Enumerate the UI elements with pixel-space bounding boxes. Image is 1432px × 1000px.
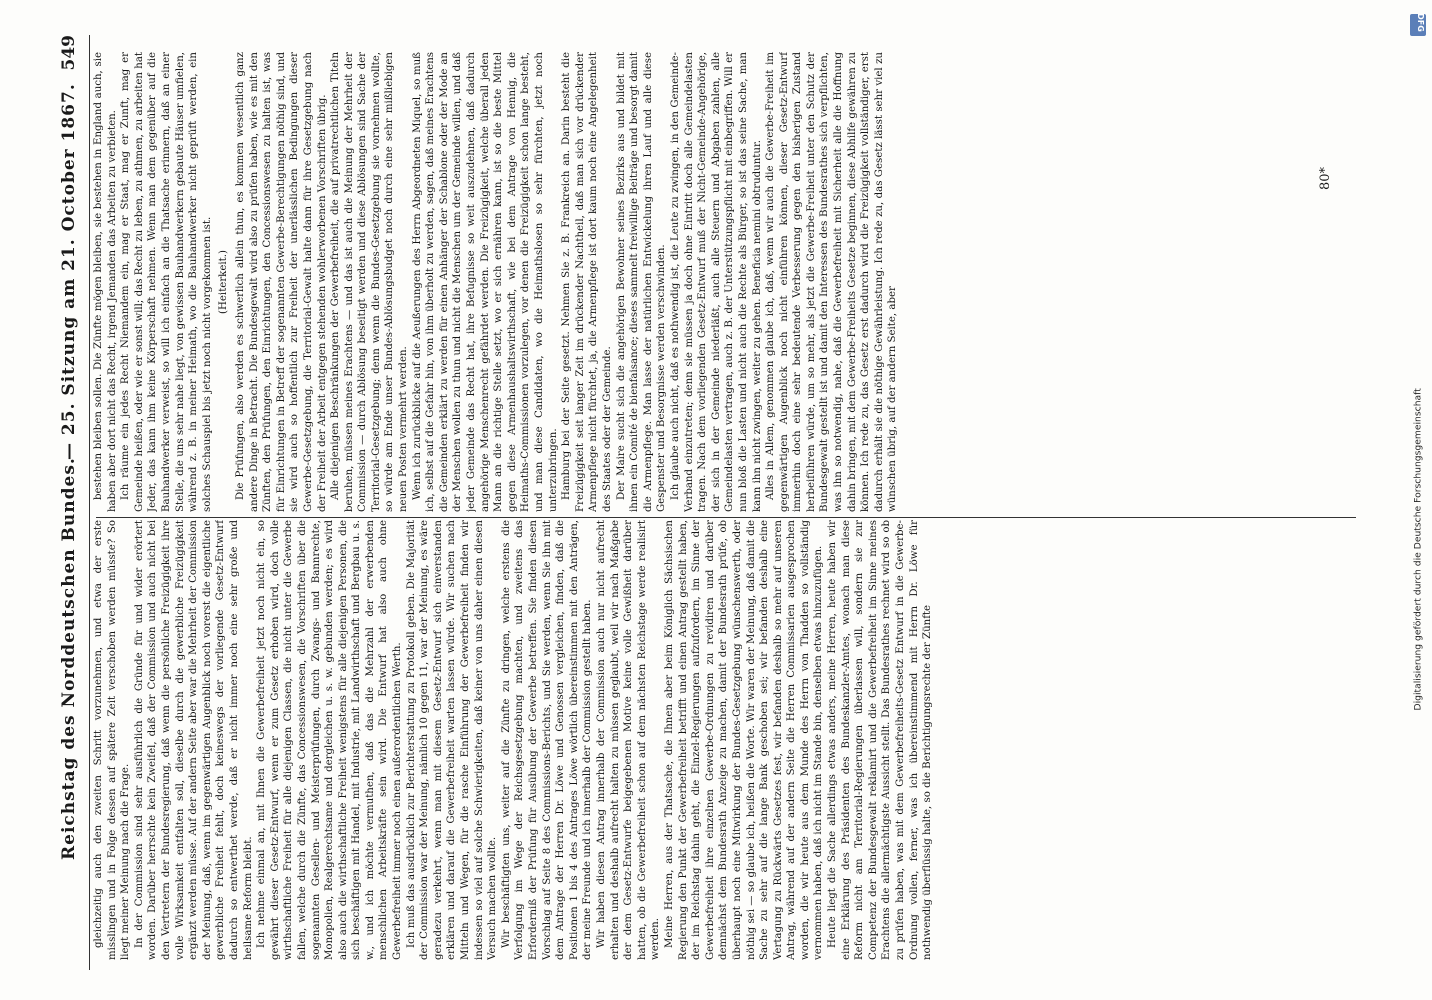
page-number: 549 <box>59 35 79 71</box>
dfg-logo-text: DFG <box>1415 13 1425 32</box>
paragraph: (Heiterkeit.) <box>218 250 230 314</box>
paragraph: Ich nehme einmal an, mit Ihnen die Gewerbefreiheit jetzt noch nicht ein, so gewährt dieser Gesetz-Entwurf, wenn er zum Gesetz erhoben wird, doch volle wirthschaftliche Freiheit für alle diejenigen Classen, die nicht unter die Gewerbe fallen, welche durch die Zünfte, das Concessionswesen, die Vorschriften über die sogenannten Gesellen- und Meisterprüfungen, durch Zwangs- und Bannrechte, Monopolien, Realgerechtsame und dergleichen u. s. w. gebunden werden; es wird also auch die wirthschaftliche Freiheit wenigstens für alle diejenigen Personen, die sich beschäftigen mit Handel, mit Industrie, mit Landwirthschaft und Bergbau u. s. w., und ich möchte vermuthen, daß das die Mehrzahl der erwerbenden menschlichen Arbeitskräfte sein wird. Die Entwurf hat also auch ohne Gewerbefreiheit immer noch einen außerordentlichen Werth. <box>256 520 404 960</box>
paragraph: Alle diejenigen Beschränkungen der Gewerbefreiheit, die auf privatrechtlichen Titeln beruhen, müssen meines Erachtens — und das ist auch die Meinung der Mehrheit der Commission — durch Ablösung beseitigt werden und diese Ablösungen sind Sache der Territorial-Gesetzgebung; denn wenn die Bundes-Gesetzgebung sie vornehmen wollte, so würde am Ende unser Bundes-Ablösungsbudget noch durch eine sehr mißliebigen neuen Posten vermehrt werden. <box>330 52 410 512</box>
paragraph: Ich muß das ausdrücklich zur Berichterstattung zu Protokoll geben. Die Majorität der Commission war der Meinung, nämlich 10 gegen 11, war der Meinung, es wäre geradezu verkehrt, wenn man mit diesem Gesetz-Entwurf sich einverstanden erklären und darauf die Gewerbefreiheit warten lassen würde. Wir suchen nach Mitteln und Wegen, für die rasche Einführung der Gewerbefreiheit finden wir indessen so viel auf solche Schwierigkeiten, daß keiner von uns daher einen diesen Versuch machen wollte. <box>405 520 499 960</box>
paragraph: Alles in Allem, genommen glaube ich, daß, wenn wir auch die Gewerbe-Freiheit im gegenwärtigen Augenblick noch nicht einführen können, dieser Gesetz-Entwurf immerhin doch eine sehr bedeutende Verbesserung gegen den bisherigen Zustand herbeiführen würde, um so mehr, als jetzt die Gewerbe-Freiheit unter den Schutz der Bundesgewalt gestellt ist und damit den Interessen des Bundesrathes sich verpflichten, was ihn so notwendig, nahe, daß die Gewerbefreiheit mit Sicherheit alle die Hoffnung dahin bringen, mit dem Gewerbe-Freiheits Gesetze beginnen, diese Abhilfe gewähren zu können. Ich rede zu, das Gesetz erst dadurch wird die Freizügigkeit vollständiger, erst dadurch erhält sie die nöthige Gewährleistung. Ich rede zu, das Gesetz lässt sehr viel zu wünschen übrig, auf der andern Seite, aber <box>765 52 899 512</box>
funding-notice: Digitalisierung gefördert durch die Deutsche Forschungsgemeinschaft <box>1412 388 1424 711</box>
paragraph: In der Commission sind sehr ausführlich die Gründe für und wider erörtert worden. Darüber herrschte kein Zweifel, daß der Commission und auch nicht bei den Vertretern der Bundesregierung, daß wenn die persönliche Freizügigkeit ihre volle Wirksamkeit entfalten soll, dieselbe durch die gewerbliche Freizügigkeit ergänzt werden müsse. Auf der andern Seite aber war die Mehrheit der Commission der Meinung, daß, wenn im gegenwärtigen Augenblick noch vorerst die eigentliche gewerbliche Freiheit fehlt, doch keineswegs der vorliegende Gesetz-Entwurf dadurch so entwerthet werde, daß er nicht immer noch eine sehr große und heilsame Reform bleibt. <box>133 520 254 960</box>
session-title: — 25. Sitzung am 21. October 1867. <box>59 83 79 460</box>
paragraph: Meine Herren, aus der Thatsache, die Ihnen aber beim Königlich Sächsischen Regierung den Punkt der Gewerbefreiheit betrifft und einen Antrag gestellt haben, der im Reichstag dahin geht, die Einzel-Regierungen aufzufordern, im Sinne der Gewerbefreiheit ihre einzelnen Gewerbe-Ordnungen zu revidiren und darüber demnächst dem Bundesrath Anzeige zu machen, damit der Bundesrath prüfe, ob überhaupt noch eine Mitwirkung der Bundes-Gesetzgebung wünschenswerth, oder nöthig sei — so glaube ich, heißen die Worte. Wir waren der Meinung, daß damit die Sache zu sehr auf die lange Bank geschoben sei; wir befanden deshalb eine Vertagung zu Rückwärts Gesetzes fest, wir befanden deshalb so mehr auf unseren Antrag, während auf der andern Seite die Herren Commissarien ausgesprochen worden, die wir heute aus dem Munde des Herrn von Thadden so vollständig vernommen haben, daß ich nicht im Stande bin, denselben etwas hinzuzufügen. <box>663 520 825 960</box>
paragraph: gleichzeitig auch den zweiten Schritt vorzunehmen, und etwa der erste misslingen und in Folge dessen auf spätere Zeit verschoben werden müsste? So liegt meiner Meinung nach die Frage. <box>93 520 132 960</box>
paragraph: bestehen bleiben sollen. Die Zünfte mögen bleiben, sie bestehen in England auch, sie haben aber dort nicht das Recht, irgend Jemanden das Arbeiten zu verbieten. <box>93 52 118 512</box>
paragraph: Wenn ich zurückblicke auf die Aeußerungen des Herrn Abgeordneten Miquel, so muß ich, selbst auf die Gefahr hin, von ihm überholt zu werden, sagen, daß meines Erachtens die Gemeinden erklärt zu werden für einen Anhänger der Schablone oder der Mode an der Menschen wollen zu thun und nicht die Menschen um der Gemeinde willen, und daß jeder Gemeinde das Recht hat, ihre Befugnisse so weit auszudehnen, daß dadurch angehörige Menschenrecht gefährdet werden. Die Freizügigkeit, welche überall jeden Mann an die richtige Stelle setzt, wo er sich ernähren kann, ist so die beste Mittel gegen diese Armenhaushaltswirthschaft, wie bei dem Antrage von Hennig, die Heimaths-Commissionen vorzulegen, vor denen die Freizügigkeit schon lange besteht, und man diese Candidaten, wo die Heimathslosen so sehr fürchten, jetzt noch unterzubringen. <box>411 52 559 512</box>
paragraph: Heute liegt die Sache allerdings etwas anders, meine Herren, heute haben wir eine Erklärung des Präsidenten des Bundeskanzler-Amtes, wonach man diese Reform nicht am Territorial-Regierungen überlassen will, sondern sie zur Competenz der Bundesgewalt reklamirt und die Gewerbefreiheit im Sinne meines Erachtens die allermächtigste Aussicht stellt. Das Bundesrathes rechnet wird so ob zu prüfen haben, was mit dem Gewerbefreiheits-Gesetz Entwurf in die Gewerbe-Ordnung vollen, ferner, was ich übereinstimmend mit Herrn Dr. Löwe für nothwendig überflüssig halte, so die Berichtigungsrechte der Zünfte <box>827 520 934 960</box>
column-divider <box>96 517 1356 518</box>
text-column-left <box>92 520 1372 960</box>
text-column-right <box>92 52 1372 512</box>
paragraph: Hamburg bei der Seite gesetzt. Nehmen Sie z. B. Frankreich an. Darin besteht die Freizügigkeit seit langer Zeit im drückender Nachtheil, daß man sich vor drückender Armenpflege nicht fürchtet, ja, die Armenpflege ist dort kaum noch eine Angelegenheit des Staates oder der Gemeinde. <box>561 52 613 512</box>
paragraph: Wir haben diesen Antrag innerhalb der Commission auch nur nicht aufrecht erhalten und deshalb aufrecht halten zu müssen geglaubt, weil wir nach Maßgabe der dem Gesetz-Entwurfe beigegebenen Motive keine volle Gewißheit darüber hatten, ob die Gewerbefreiheit schon auf dem nächsten Reichstage werde realisirt werden. <box>595 520 662 960</box>
running-title: Reichstag des Norddeutschen Bundes. <box>59 457 79 860</box>
dfg-logo <box>1410 14 1426 36</box>
signature-mark: 80* <box>1318 166 1333 190</box>
paragraph: Die Prüfungen, also werden es schwerlich allein thun, es kommen wesentlich ganz andere Dinge in Betracht. Die Bundesgewalt wird also zu prüfen haben, wie es mit den Zünften, den Prüfungen, den Einrichtungen, den Concessionswesen zu halten ist, was für Einrichtungen in Betreff der sogenannten Gewerbe-Berechtigungen nöthig sind, und sie wird auch so hoffentlich zur Freiheit der unerlässlichen Bedingungen dieser Gewerbe-Gesetzgebung, die Territorial-Gewalt halte dann für ihre Gesetzgebung nach der Freiheit der Arbeit entgegen stehenden wohlerworbenen Vorschriften übrig. <box>234 52 328 512</box>
paragraph: Ich glaube auch nicht, daß es nothwendig ist, die Leute zu zwingen, in den Gemeinde-Verband einzutreten; denn sie müssen ja doch ohne Eintritt doch alle Gemeindelasten tragen. Nach dem vorliegenden Gesetz-Entwurf muß der Nicht-Gemeinde-Angehörige, der sich in der Gemeinde niederläßt, auch alle Steuern und Abgaben zahlen, alle Gemeindelasten vertragen, auch z. B. der Unterstützungspflicht mit einbegriffen. Will er nun bloß die Lasten und nicht auch die Rechte als Bürger, so ist das seine Sache, man kann ihn nicht zwingen, weiter zu gehen. Beneficia nemini obtruduntur. <box>669 52 763 512</box>
paragraph: Der Maire sucht sich die angehörigen Bewohner seines Bezirks aus und bildet mit ihnen ein Comité de bienfaisance; dieses sammelt freiwillige Beiträge und besorgt damit die Armenpflege. Man lasse der natürlichen Entwickelung ihren Lauf und alle diese Gespenster und Besorgnisse werden verschwinden. <box>615 52 668 512</box>
page-header <box>55 35 90 970</box>
digitization-sidebar <box>1405 0 1432 1000</box>
paragraph: Ich räume ein jedes Recht Niemandem ein, mag er Staat, mag er Zunft, mag er Gemeinde heißen, oder wie er sonst will; das Recht zu leben, zu athmen, zu arbeiten hat Jeder, das kann ihm keine Körperschaft nehmen. Wenn man dem gegenüber auf die Bauhandwerker verweist, so will ich einfach an die Thatsache erinnern, daß an einer Stelle, die uns sehr nahe liegt, von gewissen Bauhandwerkern gebaute Häuser umfielen, während z. B. in meiner Heimath, wo die Bauhandwerker nicht geprüft werden, ein solches Schauspiel bis jetzt noch nicht vorgekommen ist. <box>120 52 213 512</box>
paragraph: Wir beschäftigten uns, weiter auf die Zünfte zu dringen, welche erstens die Verfolgung im Wege der Reichsgesetzgebung machten, und zweitens das Erforderniß der Prüfung für Ausübung der Gewerbe betreffen. Sie finden diesen Vorschlag auf Seite 8 des Commissions-Berichts, und Sie werden, wenn Sie ihn mit dem Antrage der Herren Dr. Löwe und Genossen vergleichen, finden, daß die Positionen 1 bis 4 des Antrages Löwe wörtlich übereinstimmen mit den Anträgen, der meine Freunde und ich innerhalb der Commission gestellt haben. <box>500 520 594 960</box>
